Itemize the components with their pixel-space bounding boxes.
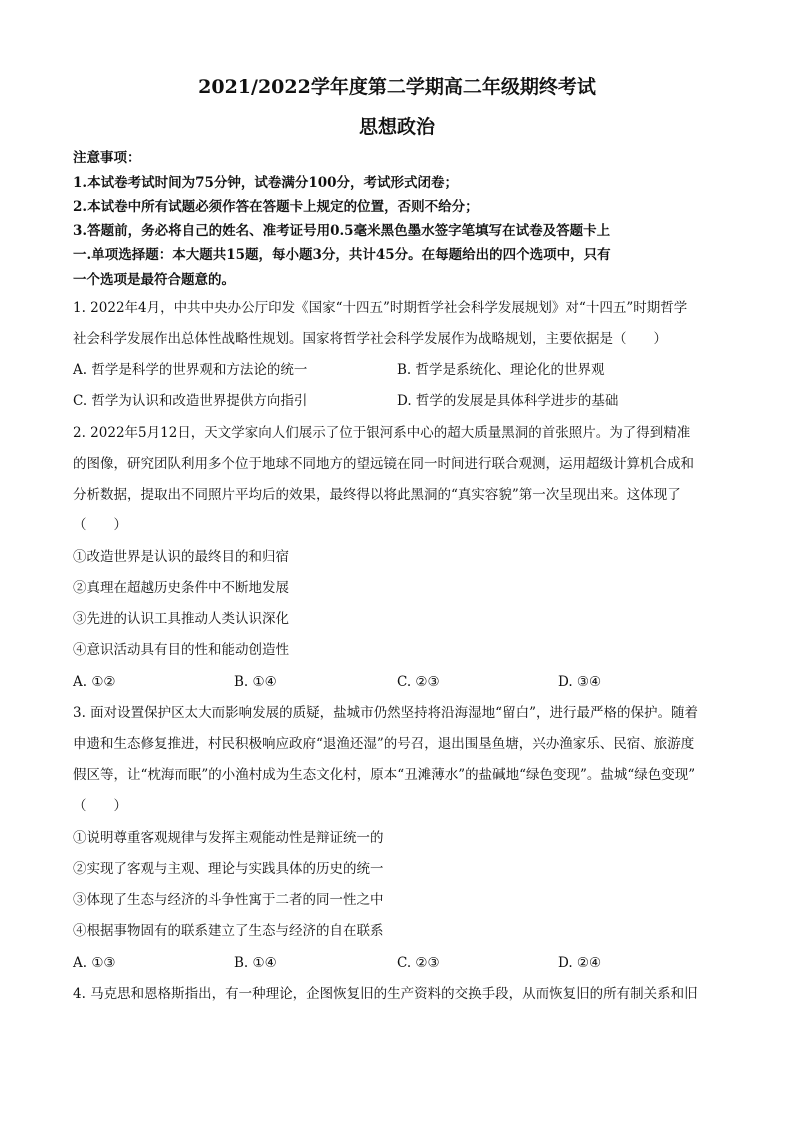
q1-option-b: B. 哲学是系统化、理论化的世界观 [397,362,605,378]
q1-stem: 1. 2022年4月，中共中央办公厅印发《国家“十四五”时期哲学社会科学发展规划》对“十四五”时期哲学 [73,300,688,316]
q3-statement: ②实现了客观与主观、理论与实践具体的历史的统一 [73,861,384,877]
notice-item: 1.本试卷考试时间为75分钟，试卷满分100分，考试形式闭卷； [73,175,459,191]
q2-stem: 2. 2022年5月12日，天文学家向人们展示了位于银河系中心的超大质量黑洞的首张照片。为了得到精准 [73,425,691,441]
q3-statement: ③体现了生态与经济的斗争性寓于二者的同一性之中 [73,892,384,908]
section-heading: 一.单项选择题：本大题共15题，每小题3分，共计45分。在每题给出的四个选项中，只有 [73,247,611,263]
q3-option-d: D. ②④ [558,955,602,971]
q2-option-d: D. ③④ [558,674,602,690]
section-heading-cont: 一个选项是最符合题意的。 [73,272,235,288]
notice-heading: 注意事项： [73,150,141,166]
q4-stem: 4. 马克思和恩格斯指出，有一种理论，企图恢复旧的生产资料的交换手段，从而恢复旧的所有制关系和旧 [73,986,698,1002]
q2-stem: 分析数据，提取出不同照片平均后的效果，最终得以将此黑洞的“真实容貌”第一次呈现出来。这体现了 [73,487,681,503]
q3-stem: 申遗和生态修复推进，村民积极响应政府“退渔还湿”的号召，退出围垦鱼塘，兴办渔家乐、民宿、旅游度 [73,736,695,752]
q2-stem: 的图像，研究团队利用多个位于地球不同地方的望远镜在同一时间进行联合观测，运用超级计算机合成和 [73,456,694,472]
q2-statement: ②真理在超越历史条件中不断地发展 [73,580,289,596]
q2-option-c: C. ②③ [397,674,440,690]
q3-option-c: C. ②③ [397,955,440,971]
q3-stem: （ ） [73,798,127,814]
q1-option-c: C. 哲学为认识和改造世界提供方向指引 [73,393,308,409]
q3-statement: ④根据事物固有的联系建立了生态与经济的自在联系 [73,923,384,939]
exam-title: 2021/2022学年度第二学期高二年级期终考试 [198,76,596,98]
q2-statement: ③先进的认识工具推动人类认识深化 [73,611,289,627]
q3-option-a: A. ①③ [73,955,116,971]
q1-option-d: D. 哲学的发展是具体科学进步的基础 [397,393,619,409]
notice-item: 2.本试卷中所有试题必须作答在答题卡上规定的位置，否则不给分； [73,199,479,215]
q2-option-a: A. ①② [73,674,116,690]
q2-statement: ①改造世界是认识的最终目的和归宿 [73,549,289,565]
q1-option-a: A. 哲学是科学的世界观和方法论的统一 [73,362,308,378]
q3-statement: ①说明尊重客观规律与发挥主观能动性是辩证统一的 [73,830,384,846]
q2-option-b: B. ①④ [234,674,277,690]
q2-statement: ④意识活动具有目的性和能动创造性 [73,642,289,658]
notice-item: 3.答题前，务必将自己的姓名、准考证号用0.5毫米黑色墨水签字笔填写在试卷及答题卡上 [73,223,611,239]
q3-stem: 3. 面对设置保护区太大而影响发展的质疑，盐城市仍然坚持将沿海湿地“留白”，进行最严格的保护。随着 [73,705,698,721]
q3-stem: 假区等，让“枕海而眠”的小渔村成为生态文化村，原本“丑滩薄水”的盐碱地“绿色变现”。盐城“绿色变现” [73,767,696,783]
q3-option-b: B. ①④ [234,955,277,971]
q1-stem: 社会科学发展作出总体性战略性规划。国家将哲学社会科学发展作为战略规划，主要依据是（ ） [73,331,667,347]
subject-title: 思想政治 [358,116,435,138]
q2-stem: （ ） [73,517,127,533]
